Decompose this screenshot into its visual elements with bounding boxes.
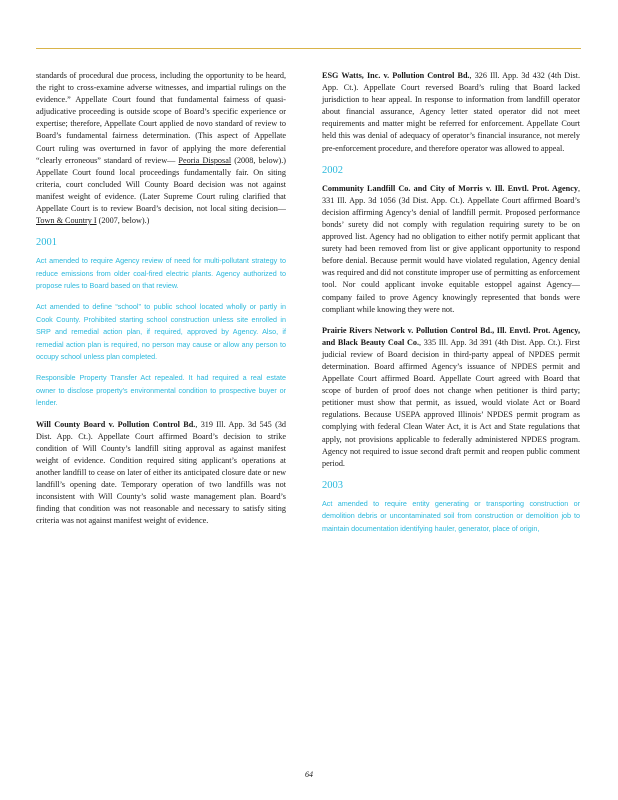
year-heading-2002: 2002 (322, 164, 343, 176)
left-column (36, 70, 286, 537)
case-prairie-rivers: Prairie Rivers Network v. Pollution Control Bd., Ill. Envtl. Prot. Agency, and Black Beauty Coal Co., 335 Ill. App. 3d 391 (4th Dist. App. Ct.). First judicial review of Board decision in third-party appeal of NPDES permit determination. Board affirmed Agency’s issuance of NPDES permit and Appellate Court affirmed Board. Appellate Court agreed with Board that scope of burden of proof does not change when petitioner is third party; petitioner must show that permit, as issued, would violate Act or Board regulations. Because USEPA approved Illinois’ NPDES permit program as complying with federal Clean Water Act, it is Act and State regulations that apply, not provisions applicable to federally administered NPDES program. Agency not required to issue second draft permit and reopen public comment period. (322, 325, 580, 468)
amendment-multi-pollutant: Act amended to require Agency review of need for multi-pollutant strategy to reduce emissions from older coal-fired electric plants. Agency authorized to propose rules to Board based on that review. (36, 256, 286, 291)
header-rule (36, 48, 581, 49)
paragraph-fundamental-fairness: standards of procedural due process, including the opportunity to be heard, the right to cross-examine adverse witnesses, and impartial rulings on the evidence.” Appellate Court found that fundamental fairness of quasi-adjudicative proceeding is outside scope of Board’s specific experience or expertise; therefore, Appellate Court applied de novo standard of review to Board’s fundamental fairness determination. (This aspect of Appellate Court ruling was overturned in favor of applying the more deferential “clearly erroneous” standard of review— Peoria Disposal (2008, below).) Appellate Court found local proceedings fundamentally fair. On siting criteria, court concluded Will County Board decision was not against manifest weight of evidence. (Later Supreme Court ruling clarified that Appellate Court is to review Board’s decision, not local siting decision— Town & Country I (2007, below).) (36, 71, 286, 226)
amendment-property-transfer: Responsible Property Transfer Act repealed. It had required a real estate owner to disclose property’s environmental condition to prospective buyer or lender. (36, 373, 286, 408)
case-esg-watts: ESG Watts, Inc. v. Pollution Control Bd., 326 Ill. App. 3d 432 (4th Dist. App. Ct.). Appellate Court reversed Board’s ruling that Board lacked jurisdiction to hear appeal. In response to information from landfill operator about financial assurance, Agency letter stated operator did not meet requirements and matter might be referred for enforcement. Appellate Court held this was denial of adequacy of operator’s financial insurance, not merely pre-enforcement procedure, and therefore operator was allowed to appeal. (322, 71, 580, 153)
year-heading-2003: 2003 (322, 479, 343, 491)
case-link-town-country: Town & Country I (36, 216, 97, 226)
case-title: ESG Watts, Inc. v. Pollution Control Bd. (322, 71, 470, 80)
year-heading-2001: 2001 (36, 237, 57, 249)
case-title: Community Landfill Co. and City of Morris v. Ill. Envtl. Prot. Agency (322, 183, 578, 193)
case-will-county: Will County Board v. Pollution Control Bd., 319 Ill. App. 3d 545 (3d Dist. App. Ct.). Appellate Court affirmed Board’s decision to strike condition of Will County’s landfill siting approval as against manifest weight of evidence. Condition required siting applicant’s operations at another landfill to cease on later of either its anticipated closure date or new landfill’s opening date. Temporary operation of two landfills was not inconsistent with Will County’s solid waste management plan. Board’s finding that condition was not reasonable and necessary to satisfy siting criteria was not against manifest weight of evidence. (36, 419, 287, 526)
case-link-peoria-disposal: Peoria Disposal (178, 155, 232, 165)
case-title: Prairie Rivers Network v. Pollution Control Bd., Ill. Envtl. Prot. Agency, and Black Beauty Coal Co. (322, 325, 580, 347)
page-number: 64 (305, 770, 313, 779)
case-title: Will County Board v. Pollution Control Bd. (36, 419, 196, 429)
amendment-construction-debris: Act amended to require entity generating or transporting construction or demolition debris or uncontaminated soil from construction or demolition job to maintain documentation identifying hauler, generator, place of origin, (322, 498, 580, 533)
case-community-landfill: Community Landfill Co. and City of Morris v. Ill. Envtl. Prot. Agency, 331 Ill. App. 3d 1056 (3d Dist. App. Ct.). Appellate Court affirmed Board’s decision affirming Agency’s denial of landfill permit. Proposed performance bonds’ surety did not comply with regulation requiring surety to be on approved list. Agency had no obligation to either notify permit applicant that surety had been removed from list or give applicant opportunity to respond before denial. Because permit would have violated regulation, Agency denial was required and did not constitute improper use of permitting as enforcement tool. Nor could applicant invoke equitable estoppel against Agency—company failed to prove Agency knowingly represented that bonds were compliant while knowing they were not. (322, 183, 580, 314)
right-column (322, 70, 580, 544)
amendment-school-definition: Act amended to define “school” to public school located wholly or partly in Cook County. Prohibited starting school construction unless site enrolled in SRP and remedial action plan, if required, approved by Agency. Also, if remedial action plan is required, no person may cause or allow any person to occupy school unless plan completed. (36, 302, 286, 362)
